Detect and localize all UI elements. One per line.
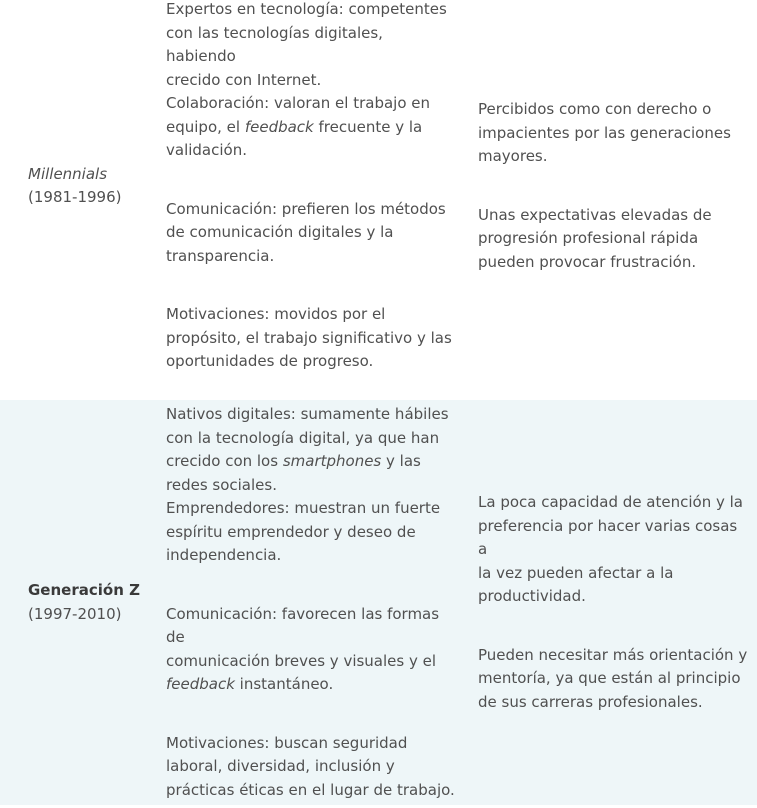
trait-paragraph: Comunicación: prefieren los métodos de comunicación digitales y la transparencia. — [166, 199, 446, 265]
generation-name: Millennials — [28, 164, 108, 183]
generation-years: (1981-1996) — [28, 188, 122, 206]
trait-paragraph: Nativos digitales: sumamente hábiles con la tecnología digital, ya que han crecido con los smartphones y las redes sociales. Emprendedores: muestran un fuerte espíritu emprendedor y deseo de independencia. — [166, 405, 449, 564]
traits-cell — [150, 400, 462, 805]
challenges-cell — [462, 400, 757, 805]
challenge-paragraph: La poca capacidad de atención y la preferencia por hacer varias cosas a la vez pueden afectar a la productividad. — [478, 493, 743, 605]
generation-years: (1997-2010) — [28, 604, 122, 623]
challenges-cell — [462, 0, 757, 382]
table-row — [0, 0, 757, 382]
generation-name: Generación Z — [28, 581, 140, 599]
trait-paragraph: Motivaciones: movidos por el propósito, el trabajo significativo y las oportunidades de progreso. — [166, 305, 452, 371]
challenge-paragraph: Pueden necesitar más orientación y mentoría, ya que están al principio de sus carreras profesionales. — [478, 645, 748, 711]
traits-cell — [150, 0, 462, 382]
trait-paragraph: Expertos en tecnología: competentes con las tecnologías digitales, habiendo crecido con Internet. Colaboración: valoran el trabajo en equipo, el feedback frecuente y la validación. — [166, 0, 447, 160]
challenge-paragraph: Percibidos como con derecho o impacientes por las generaciones mayores. — [478, 100, 731, 165]
table-row — [0, 400, 757, 805]
trait-paragraph: Motivaciones: buscan seguridad laboral, diversidad, inclusión y prácticas éticas en el lugar de trabajo. — [166, 733, 455, 799]
generation-cell — [0, 0, 150, 382]
trait-paragraph: Comunicación: favorecen las formas de comunicación breves y visuales y el feedback instantáneo. — [166, 604, 440, 693]
generation-cell — [0, 400, 150, 805]
challenge-paragraph: Unas expectativas elevadas de progresión profesional rápida pueden provocar frustración. — [478, 205, 712, 271]
